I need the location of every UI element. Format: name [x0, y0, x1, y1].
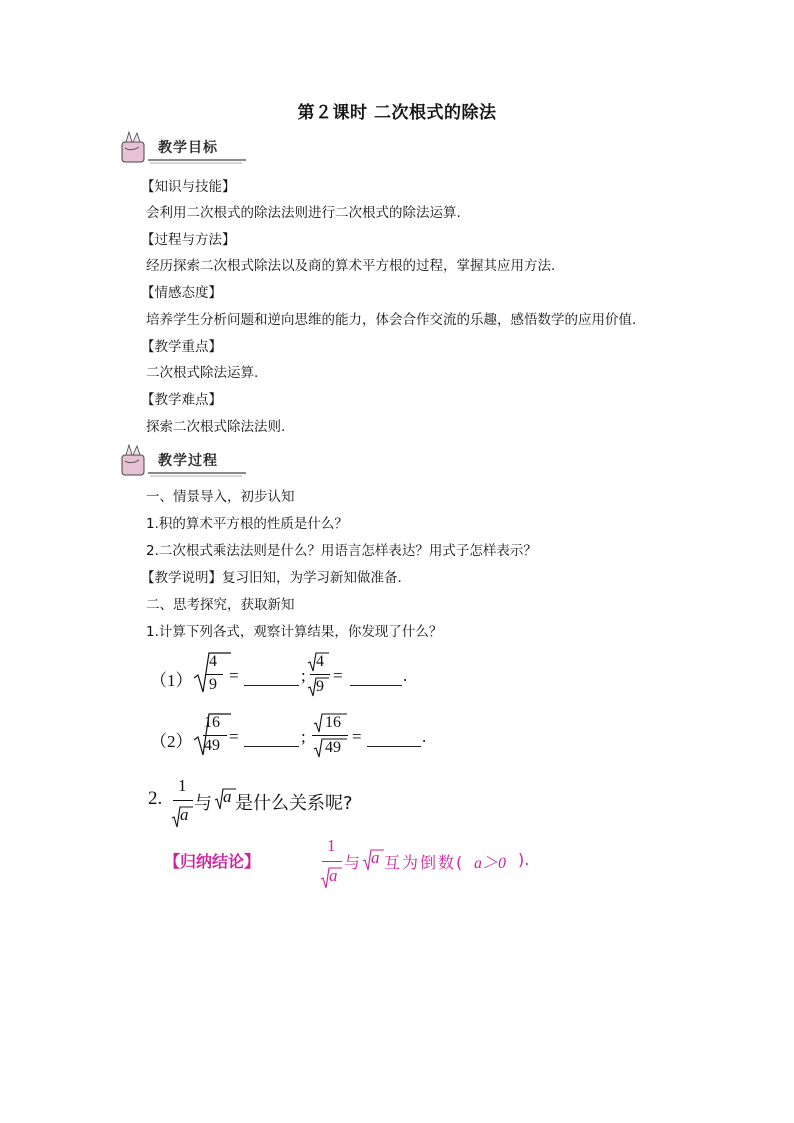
- section-header-process: [118, 443, 248, 477]
- equals-sign: =: [229, 666, 239, 685]
- period: .: [422, 727, 427, 746]
- fraction-bar: [322, 861, 342, 862]
- conclusion-text: 互为倒数(: [384, 853, 465, 872]
- exercise-1-num: 4: [209, 653, 217, 670]
- exercise-2-den-sqrt: 49: [325, 739, 341, 756]
- answer-blank: [244, 685, 299, 686]
- process-label: 【过程与方法】: [141, 232, 236, 248]
- exercise-1-den: 9: [209, 676, 217, 693]
- attitude-text: 培养学生分析问题和逆向思维的能力，体会合作交流的乐趣，感悟数学的应用价值.: [146, 312, 637, 328]
- part2-heading: 二、思考探究，获取新知: [146, 597, 295, 613]
- note-label: 【教学说明】: [141, 570, 222, 586]
- task-1: 1.计算下列各式，观察计算结果，你发现了什么？: [146, 624, 443, 640]
- exercise-2-num-sqrt: 16: [325, 714, 341, 731]
- section-header-goals: [118, 130, 248, 164]
- equals-sign: =: [333, 666, 343, 685]
- note-text: 复习旧知，为学习新知做准备.: [222, 570, 402, 586]
- part1-heading: 一、情景导入，初步认知: [146, 489, 295, 505]
- period: .: [403, 666, 408, 685]
- answer-blank: [244, 746, 299, 747]
- fraction-bar: [173, 800, 193, 801]
- fraction-bar: [312, 735, 348, 736]
- knowledge-label: 【知识与技能】: [141, 179, 236, 195]
- question-2: 2.二次根式乘法法则是什么？用语言怎样表达？用式子怎样表示？: [146, 543, 537, 559]
- fraction-bar: [310, 674, 330, 675]
- answer-blank: [350, 685, 402, 686]
- semicolon: ;: [301, 727, 306, 746]
- fraction-bar: [205, 674, 223, 675]
- attitude-label: 【情感态度】: [141, 285, 222, 301]
- semicolon: ;: [301, 666, 306, 685]
- note-row: [141, 566, 402, 586]
- focus-text: 二次根式除法运算.: [146, 365, 259, 381]
- exercise-2-index: （2）: [150, 732, 193, 751]
- focus-label: 【教学重点】: [141, 339, 222, 355]
- conclusion-end: ).: [518, 850, 530, 869]
- conclusion-num: 1: [327, 836, 336, 855]
- exercise-2-den: 49: [204, 737, 220, 754]
- difficulty-text: 探索二次根式除法法则.: [146, 419, 286, 435]
- task-2-suffix: 是什么关系呢?: [235, 793, 353, 814]
- equals-sign: =: [352, 727, 362, 746]
- page-title: 第２课时 二次根式的除法: [297, 103, 497, 123]
- knowledge-text: 会利用二次根式的除法法则进行二次根式的除法运算.: [146, 205, 461, 221]
- exercise-1-den-sqrt: 9: [316, 678, 324, 695]
- task-2-prefix: 2.: [148, 788, 163, 809]
- process-text: 经历探索二次根式除法以及商的算术平方根的过程，掌握其应用方法.: [146, 258, 556, 274]
- exercise-2-num: 16: [204, 714, 220, 731]
- task-2-var: a: [223, 787, 232, 806]
- equals-sign: =: [229, 727, 239, 746]
- task-2-num: 1: [178, 776, 187, 795]
- task-2-mid: 与: [194, 793, 212, 814]
- exercise-1-num-sqrt: 4: [316, 653, 324, 670]
- exercise-1-index: （1）: [150, 671, 193, 690]
- conclusion-mid: 与: [344, 853, 361, 872]
- difficulty-label: 【教学难点】: [141, 392, 222, 408]
- question-1: 1.积的算术平方根的性质是什么？: [146, 516, 348, 532]
- conclusion-label: 【归纳结论】: [164, 852, 261, 871]
- section-title-goals: 教学目标: [158, 140, 218, 156]
- conclusion-var: a: [371, 848, 380, 867]
- conclusion-den-var: a: [329, 866, 338, 885]
- fraction-bar: [203, 735, 227, 736]
- answer-blank: [367, 746, 421, 747]
- conclusion-cond: a＞0: [474, 855, 507, 872]
- section-title-process: 教学过程: [158, 453, 218, 469]
- task-2-den-var: a: [180, 805, 189, 824]
